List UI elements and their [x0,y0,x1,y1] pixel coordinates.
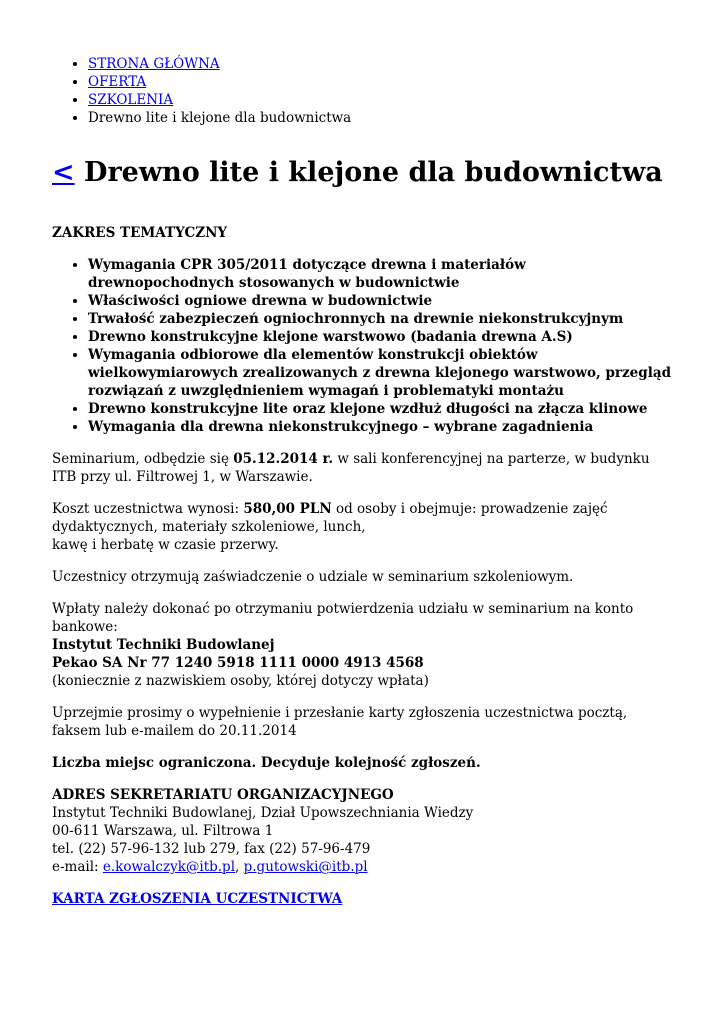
address-heading: ADRES SEKRETARIATU ORGANIZACYJNEGO [52,787,394,803]
breadcrumb [52,55,351,127]
registration-form-link[interactable]: KARTA ZGŁOSZENIA UCZESTNICTWA [52,891,343,907]
main-content [52,224,672,922]
certificate-info: Uczestnicy otrzymują zaświadczenie o udziale w seminarium szkoleniowym. [52,569,574,585]
seminar-info-pre: Seminarium, odbędzie się [52,451,234,467]
breadcrumb-item-home [88,55,351,73]
secretariat-address [52,786,672,876]
back-link[interactable]: < [52,157,75,188]
breadcrumb-item-trainings [88,91,351,109]
topic-item: • Drewno konstrukcyjne klejone warstwowo (badania drewna A.S) [88,328,672,346]
breadcrumb-link-trainings[interactable]: SZKOLENIA [88,92,174,108]
topic-item: • Wymagania CPR 305/2011 dotyczące drewna i materiałów drewnopochodnych stosowanych w budownictwie [88,256,672,292]
email-label: e-mail: [52,859,103,875]
cost-info-post: od osoby i obejmuje: prowadzenie zajęć dydaktycznych, materiały szkoleniowe, lunch, [52,501,608,535]
breadcrumb-current-label: Drewno lite i klejone dla budownictwa [88,110,352,126]
cost-info-line2: kawę i herbatę w czasie przerwy. [52,537,279,553]
cost-info-pre: Koszt uczestnictwa wynosi: [52,501,244,517]
payment-note: (koniecznie z nazwiskiem osoby, której dotyczy wpłata) [52,673,429,689]
cost-info [52,500,672,554]
topic-item: • Wymagania odbiorowe dla elementów konstrukcji obiektów wielkowymiarowych zrealizowanych z drewna klejonego warstwowo, przegląd rozwiązań z uwzględnieniem wymagań i problematyki montażu [88,346,672,400]
address-line: 00-611 Warszawa, ul. Filtrowa 1 [52,823,274,839]
breadcrumb-item-current [88,109,351,127]
form-link-paragraph [52,890,672,908]
address-line: tel. (22) 57-96-132 lub 279, fax (22) 57-96-479 [52,841,371,857]
payment-info [52,600,672,690]
topics-list [52,256,672,436]
page-title-text: Drewno lite i klejone dla budownictwa [84,157,663,188]
bank-name: Instytut Techniki Budowlanej [52,637,275,653]
topic-item: • Właściwości ogniowe drewna w budownictwie [88,292,672,310]
cost-amount: 580,00 PLN [243,501,332,517]
page-title [52,155,663,191]
address-line: Instytut Techniki Budowlanej, Dział Upowszechniania Wiedzy [52,805,474,821]
email-link[interactable]: e.kowalczyk@itb.pl [102,859,236,875]
breadcrumb-link-home[interactable]: STRONA GŁÓWNA [88,56,220,72]
section-heading: ZAKRES TEMATYCZNY [52,225,228,241]
email-separator: , [235,859,244,875]
seminar-date: 05.12.2014 r. [233,451,334,467]
breadcrumb-link-offer[interactable]: OFERTA [88,74,147,90]
breadcrumb-item-offer [88,73,351,91]
payment-intro: Wpłaty należy dokonać po otrzymaniu potwierdzenia udziału w seminarium na konto bankowe: [52,601,634,635]
bank-account: Pekao SA Nr 77 1240 5918 1111 0000 4913 4568 [52,655,424,671]
seminar-info [52,450,672,486]
topic-item: • Wymagania dla drewna niekonstrukcyjnego – wybrane zagadnienia [88,418,672,436]
seminar-info-post: w sali konferencyjnej na parterze, w budynku ITB przy ul. Filtrowej 1, w Warszawie. [52,451,650,485]
topic-item: • Drewno konstrukcyjne lite oraz klejone wzdłuż długości na złącza klinowe [88,400,672,418]
limited-seats-notice: Liczba miejsc ograniczona. Decyduje kolejność zgłoszeń. [52,755,481,771]
email-link[interactable]: p.gutowski@itb.pl [243,859,368,875]
registration-info: Uprzejmie prosimy o wypełnienie i przesłanie karty zgłoszenia uczestnictwa pocztą, faksem lub e-mailem do 20.11.2014 [52,705,628,739]
topic-item: • Trwałość zabezpieczeń ogniochronnych na drewnie niekonstrukcyjnym [88,310,672,328]
